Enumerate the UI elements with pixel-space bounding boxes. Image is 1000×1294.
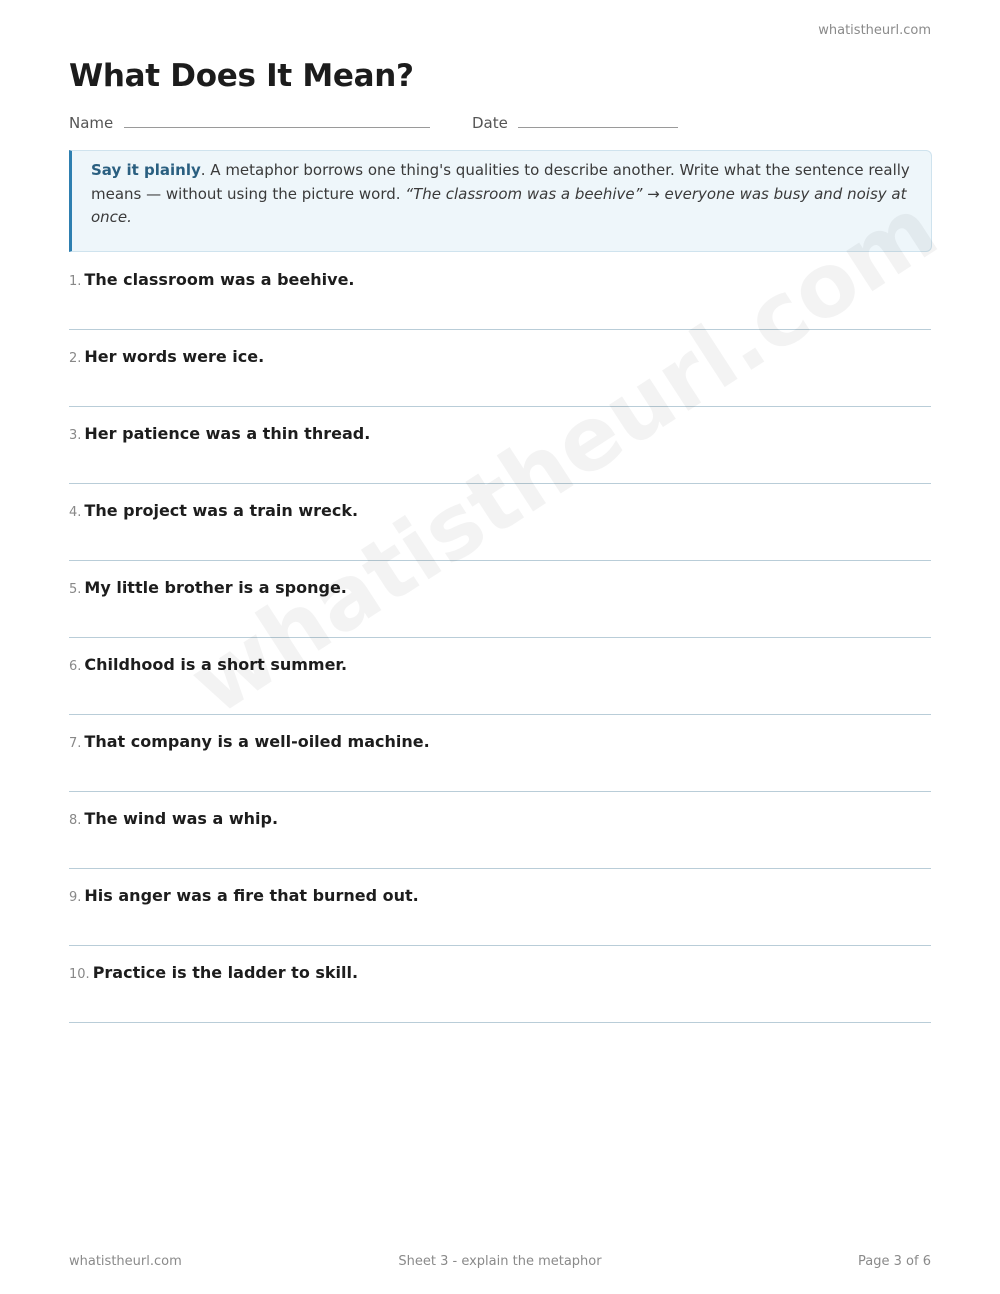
question-number: 4.: [69, 505, 82, 520]
question-number: 7.: [69, 736, 82, 751]
question-number: 1.: [69, 274, 82, 289]
question-text: That company is a well-oiled machine.: [84, 732, 430, 751]
question-text: Her words were ice.: [84, 347, 265, 366]
question-list: [69, 253, 931, 1023]
question-number: 6.: [69, 659, 82, 674]
question-text: The wind was a whip.: [84, 809, 279, 828]
question-item: [69, 869, 931, 946]
name-label: Name: [69, 114, 114, 132]
question-item: [69, 715, 931, 792]
name-line: [124, 127, 430, 128]
question-number: 2.: [69, 351, 82, 366]
question-number: 3.: [69, 428, 82, 443]
callout-lead: Say it plainly: [91, 161, 201, 179]
question-item: [69, 484, 931, 561]
question-number: 9.: [69, 890, 82, 905]
page-footer: [69, 1254, 931, 1272]
site-url: whatistheurl.com: [818, 23, 931, 38]
question-text: His anger was a fire that burned out.: [84, 886, 419, 905]
question-text: Her patience was a thin thread.: [84, 424, 371, 443]
question-item: [69, 561, 931, 638]
instructions-callout: [69, 150, 932, 252]
page-title: What Does It Mean?: [69, 58, 414, 94]
question-text: My little brother is a sponge.: [84, 578, 347, 597]
callout-example: “The classroom was a beehive” → everyone was busy and noisy at once.: [91, 184, 907, 226]
question-item: [69, 946, 931, 1023]
callout-text: . A metaphor borrows one thing's qualities to describe another. Write what the sentence really means — without using the picture word.: [91, 161, 910, 203]
question-item: [69, 407, 931, 484]
footer-page-number: Page 3 of 6: [858, 1254, 931, 1269]
footer-site: whatistheurl.com: [69, 1254, 182, 1269]
question-item: [69, 253, 931, 330]
question-text: The project was a train wreck.: [84, 501, 359, 520]
question-item: [69, 330, 931, 407]
question-text: The classroom was a beehive.: [84, 270, 355, 289]
question-item: [69, 638, 931, 715]
question-text: Practice is the ladder to skill.: [92, 963, 359, 982]
name-date-row: [69, 114, 931, 134]
question-item: [69, 792, 931, 869]
question-number: 5.: [69, 582, 82, 597]
date-line: [518, 127, 678, 128]
footer-sheet-title: Sheet 3 - explain the metaphor: [398, 1254, 602, 1269]
question-number: 10.: [69, 967, 90, 982]
question-text: Childhood is a short summer.: [84, 655, 348, 674]
date-label: Date: [472, 114, 508, 132]
question-number: 8.: [69, 813, 82, 828]
